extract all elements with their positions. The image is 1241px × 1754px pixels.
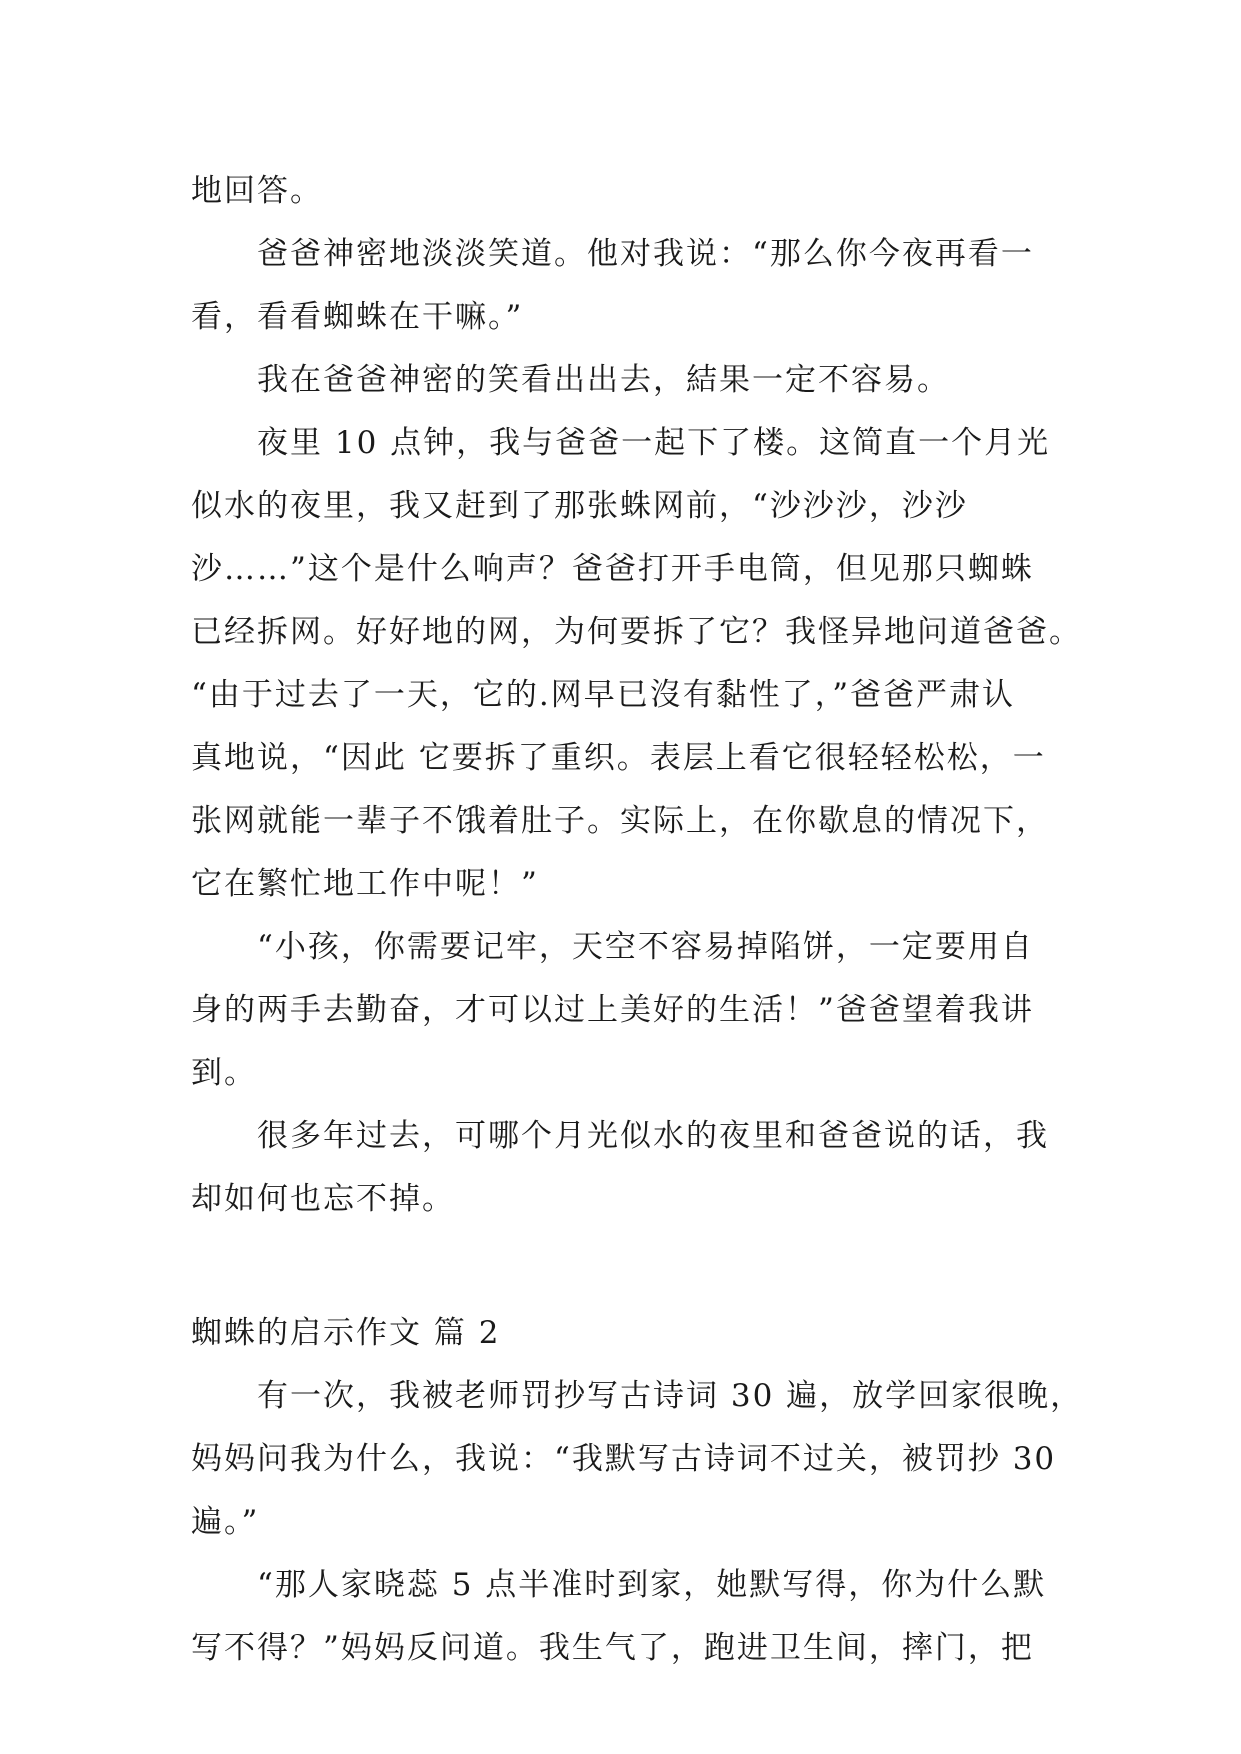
paragraph-line: 我在爸爸神密的笑看出出去，結果一定不容易。 bbox=[257, 362, 950, 398]
text-line: 却如何也忘不掉。 bbox=[191, 1181, 455, 1217]
paragraph-line: “那人家晓蕊 5 点半准时到家，她默写得，你为什么默 bbox=[257, 1567, 1047, 1603]
text-line: 真地说，“因此 它要拆了重织。表层上看它很轻轻松松，一 bbox=[191, 740, 1046, 776]
text-line: 写不得？”妈妈反问道。我生气了，跑进卫生间，摔门，把 bbox=[191, 1630, 1034, 1666]
paragraph-line: 很多年过去，可哪个月光似水的夜里和爸爸说的话，我 bbox=[257, 1118, 1049, 1154]
text-line: 沙……”这个是什么响声？爸爸打开手电筒，但见那只蜘蛛 bbox=[191, 551, 1034, 587]
text-line: 妈妈问我为什么，我说：“我默写古诗词不过关，被罚抄 30 bbox=[191, 1441, 1057, 1477]
paragraph-line: 爸爸神密地淡淡笑道。他对我说：“那么你今夜再看一 bbox=[257, 236, 1034, 272]
text-line: 张网就能一辈子不饿着肚子。实际上，在你歇息的情况下， bbox=[191, 803, 1049, 839]
section-heading: 蜘蛛的启示作文 篇 2 bbox=[191, 1315, 501, 1351]
text-line: 身的两手去勤奋，才可以过上美好的生活！”爸爸望着我讲 bbox=[191, 992, 1034, 1028]
text-line: 看，看看蜘蛛在干嘛。” bbox=[191, 299, 524, 335]
text-line: 地回答。 bbox=[191, 173, 323, 209]
section-spacer bbox=[191, 1231, 1051, 1302]
text-line: 它在繁忙地工作中呢！” bbox=[191, 866, 539, 902]
text-line: 到。 bbox=[191, 1055, 257, 1091]
paragraph-line: 有一次，我被老师罚抄写古诗词 30 遍，放学回家很晚， bbox=[257, 1378, 1084, 1414]
text-line: 已经拆网。好好地的网，为何要拆了它？我怪异地问道爸爸。 bbox=[191, 614, 1082, 650]
paragraph-line: 夜里 10 点钟，我与爸爸一起下了楼。这简直一个月光 bbox=[257, 425, 1051, 461]
paragraph-line: “小孩，你需要记牢，天空不容易掉陷饼，一定要用自 bbox=[257, 929, 1034, 965]
text-line: 遍。” bbox=[191, 1504, 260, 1540]
document-body bbox=[191, 160, 1084, 1680]
text-line: 似水的夜里，我又赶到了那张蛛网前，“沙沙沙，沙沙 bbox=[191, 488, 968, 524]
text-line: “由于过去了一天，它的.网早已沒有黏性了，”爸爸严肃认 bbox=[191, 677, 1016, 713]
